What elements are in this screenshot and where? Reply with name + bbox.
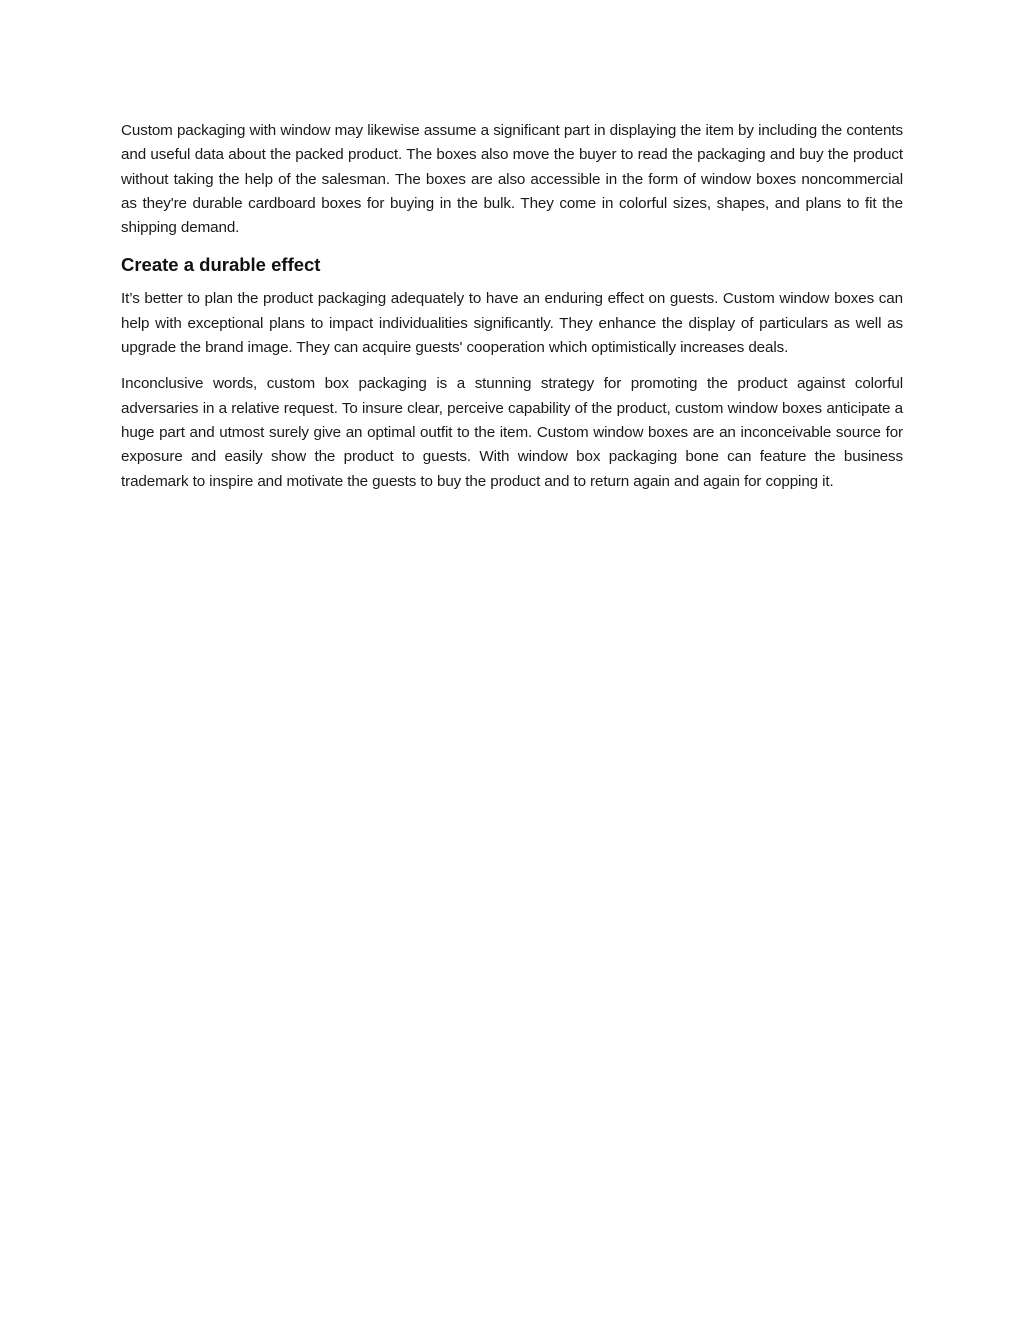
body-paragraph-3: Inconclusive words, custom box packaging is a stunning strategy for promoting the product against colorful adversaries in a relative request. To insure clear, perceive capability of the product, custom window boxes anticipate a huge part and utmost surely give an optimal outfit to the item. Custom window boxes are an inconceivable source for exposure and easily show the product to guests. With window box packaging bone can feature the business trademark to inspire and motivate the guests to buy the product and to return again and again for copping it. bbox=[121, 375, 903, 490]
body-paragraph-2: It’s better to plan the product packaging adequately to have an enduring effect on guests. Custom window boxes can help with exceptional plans to impact individualities significantly. They enhance the display of particulars as well as upgrade the brand image. They can acquire guests' cooperation which optimistically increases deals. bbox=[121, 290, 903, 357]
body-paragraph-1: Custom packaging with window may likewise assume a significant part in displaying the item by including the contents and useful data about the packed product. The boxes also move the buyer to read the packaging and buy the product without taking the help of the salesman. The boxes are also accessible in the form of window boxes noncommercial as they're durable cardboard boxes for buying in the bulk. They come in colorful sizes, shapes, and plans to fit the shipping demand. bbox=[121, 122, 903, 237]
document-body bbox=[121, 119, 903, 506]
section-heading: Create a durable effect bbox=[121, 254, 321, 276]
